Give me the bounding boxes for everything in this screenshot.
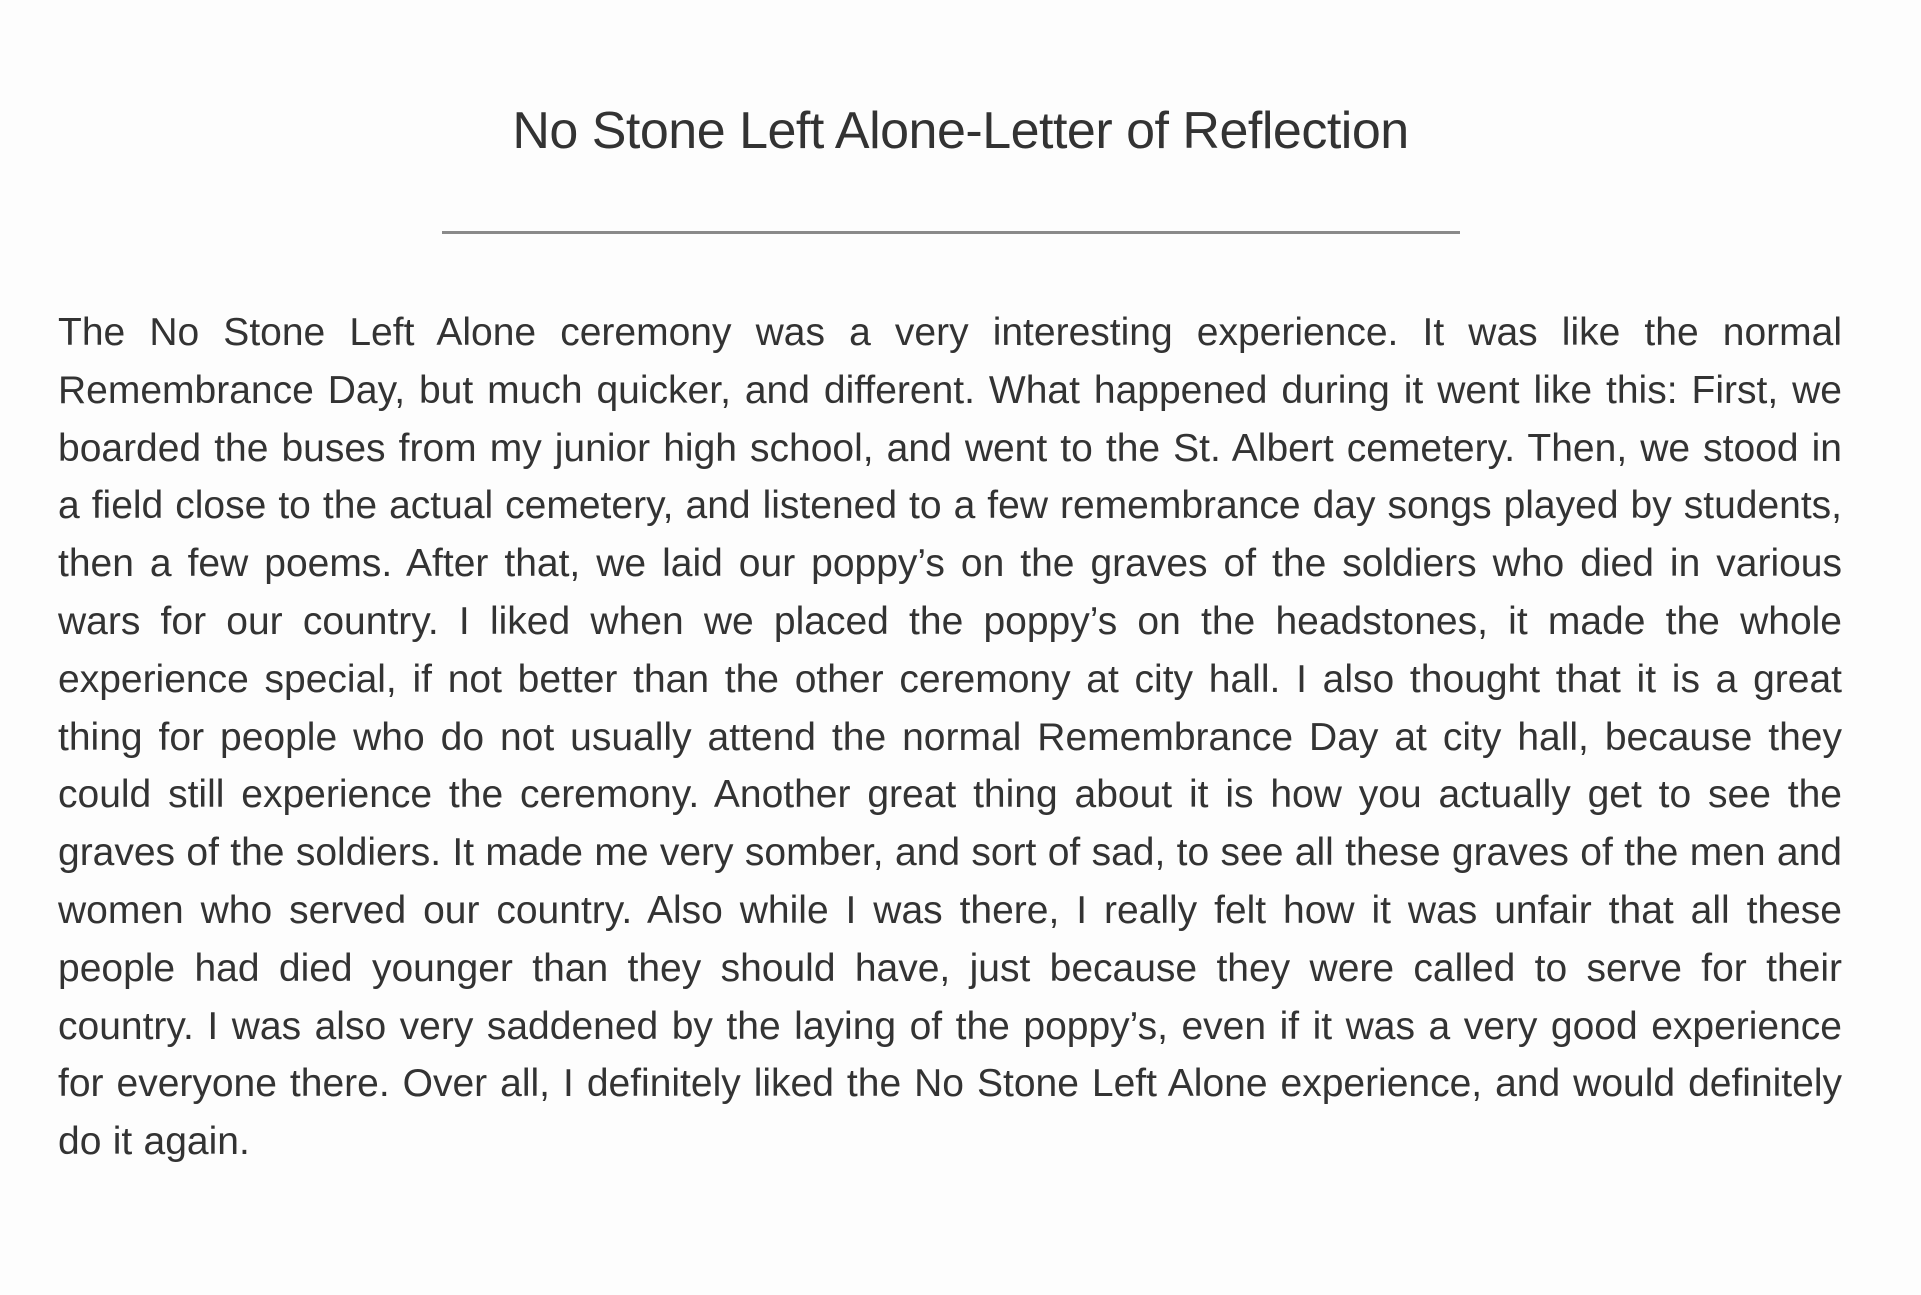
page-title: No Stone Left Alone-Letter of Reflection [512,102,1409,160]
reflection-paragraph: The No Stone Left Alone ceremony was a very interesting experience. It was like the normal Remembrance Day, but much quicker, and different. What happened during it went like this: First, we boarded the buses from my junior high school, and went to the St. Albert cemetery. Then, we stood in a field close to the actual cemetery, and listened to a few remembrance day songs played by students, then a few poems. After that, we laid our poppy’s on the graves of the soldiers who died in various wars for our country. I liked when we placed the poppy’s on the headstones, it made the whole experience special, if not better than the other ceremony at city hall. I also thought that it is a great thing for people who do not usually attend the normal Remembrance Day at city hall, because they could still experience the ceremony. Another great thing about it is how you actually get to see the graves of the soldiers. It made me very somber, and sort of sad, to see all these graves of the men and women who served our country. Also while I was there, I really felt how it was unfair that all these people had died younger than they should have, just because they were called to serve for their country. I was also very saddened by the laying of the poppy’s, even if it was a very good experience for everyone there. Over all, I definitely liked the No Stone Left Alone experience, and would definitely do it again. [58,311,1842,1164]
title-underline-rule [442,231,1460,234]
